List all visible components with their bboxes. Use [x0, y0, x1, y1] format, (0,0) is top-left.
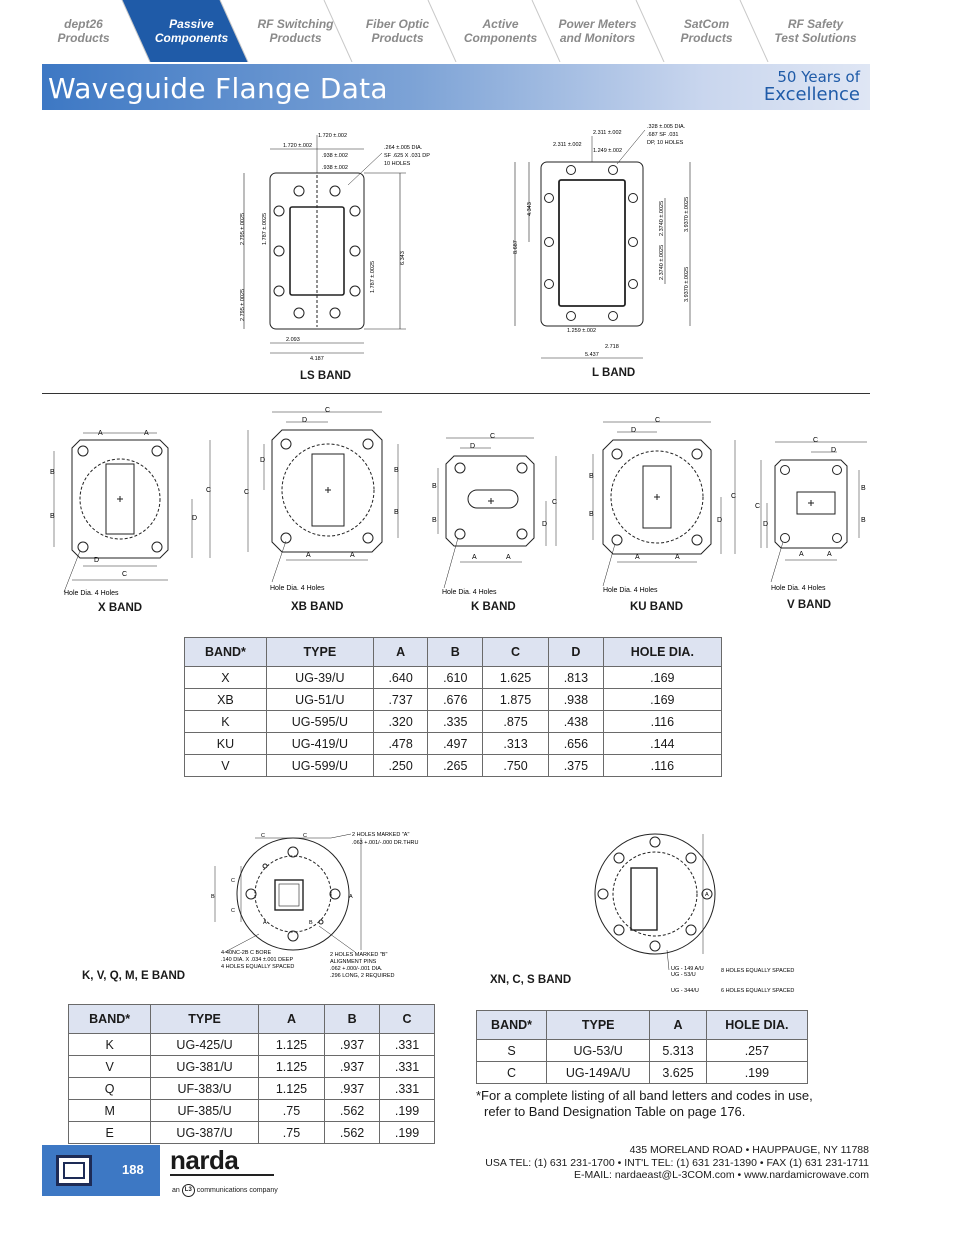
cell: UF-383/U [151, 1078, 259, 1100]
v-label-c2: C [755, 503, 761, 510]
table-header-row [185, 638, 722, 667]
xb-label-a2: A [350, 552, 355, 559]
table-row [185, 711, 722, 733]
tab-dept26-products[interactable]: dept26 Products [57, 17, 110, 45]
table-row [69, 1034, 435, 1056]
ls-dim-10: 2.093 [286, 337, 300, 343]
cell: .640 [373, 667, 428, 689]
ku-band-drawing [585, 412, 750, 598]
cell: UG-39/U [266, 667, 373, 689]
tab-active-components[interactable]: Active Components [463, 17, 538, 45]
cell: .656 [549, 733, 604, 755]
ls-dim-2: 1.720 ±.002 [283, 143, 313, 149]
v-hole-note: Hole Dia. 4 Holes [771, 585, 826, 592]
k-label-a1: A [472, 554, 477, 561]
l-dim-4: 4.343 [527, 202, 533, 216]
cell: .331 [380, 1078, 435, 1100]
x-hole-note: Hole Dia. 4 Holes [64, 590, 119, 597]
col-header: B [325, 1005, 380, 1034]
table-row [69, 1056, 435, 1078]
cell: .169 [603, 667, 721, 689]
company-tagline [172, 1184, 278, 1197]
xb-label-b2: B [394, 509, 399, 516]
v-label-a1: A [799, 551, 804, 558]
ls-dim-7: 1.787 ±.0025 [262, 212, 268, 245]
cell: .676 [428, 689, 483, 711]
cell: .438 [549, 711, 604, 733]
k-label-c: C [490, 433, 496, 440]
kv-note-3b: ALIGNMENT PINS [330, 959, 377, 965]
cell: 3.625 [650, 1062, 706, 1084]
col-header: TYPE [266, 638, 373, 667]
ls-dim-9: 6.343 [400, 251, 406, 265]
xncs-note-1b: UG - 53/U [671, 972, 696, 978]
tab-satcom-products[interactable]: SatCom Products [680, 17, 733, 45]
cell: 1.125 [258, 1078, 324, 1100]
flange-table-2 [68, 1004, 435, 1144]
kv-note-1: 2 HOLES MARKED "A" [352, 832, 410, 838]
ku-band-label: KU BAND [630, 601, 684, 613]
cell: UG-599/U [266, 755, 373, 777]
cell: KU [185, 733, 267, 755]
x-label-d2: D [94, 557, 100, 564]
l-dim-7: 3.9370 ±.0025 [684, 196, 690, 232]
kv-note-1b: .063 +.001/-.000 DR.THRU [352, 840, 419, 846]
x-band-drawing [42, 418, 220, 598]
cell: C [477, 1062, 547, 1084]
l-band-drawing [505, 120, 735, 368]
table-row [477, 1040, 808, 1062]
ku-label-d2: D [717, 517, 723, 524]
col-header: B [428, 638, 483, 667]
ls-dim-3: .938 ±.002 [322, 153, 348, 159]
cell: 5.313 [650, 1040, 706, 1062]
cell: .116 [603, 755, 721, 777]
table-row [69, 1122, 435, 1144]
ls-band-label: LS BAND [300, 370, 352, 382]
xb-label-a1: A [306, 552, 311, 559]
v-band-label: V BAND [787, 599, 832, 611]
xb-label-b1: B [394, 467, 399, 474]
l-band-label: L BAND [592, 367, 636, 379]
l-dim-9: 3.9370 ±.0025 [684, 266, 690, 302]
l-dim-12: 5.437 [585, 352, 599, 358]
note-line-2: refer to Band Designation Table on page 176. [484, 1104, 746, 1119]
kv-label-b: B [211, 894, 215, 900]
narda-logo: narda [170, 1146, 274, 1176]
tagline-prefix: an [172, 1187, 180, 1194]
cell: .75 [258, 1122, 324, 1144]
cell: .313 [483, 733, 549, 755]
cell: .938 [549, 689, 604, 711]
cell: UG-425/U [151, 1034, 259, 1056]
xb-band-drawing [228, 402, 428, 594]
cell: UG-387/U [151, 1122, 259, 1144]
cell: 1.875 [483, 689, 549, 711]
cell: .937 [325, 1034, 380, 1056]
xncs-band-label: XN, C, S BAND [490, 974, 572, 986]
cell: UG-419/U [266, 733, 373, 755]
cell: .875 [483, 711, 549, 733]
waveguide-icon [56, 1155, 92, 1186]
cell: X [185, 667, 267, 689]
cell: .562 [325, 1122, 380, 1144]
cell: .750 [483, 755, 549, 777]
cell: .199 [380, 1122, 435, 1144]
footer-email: E-MAIL: nardaeast@L-3COM.com • www.nardamicrowave.com [573, 1169, 869, 1181]
x-label-c: C [206, 487, 212, 494]
cell: .610 [428, 667, 483, 689]
cell: UF-385/U [151, 1100, 259, 1122]
kv-note-2b: .140 DIA. X .034 ±.001 DEEP [221, 957, 294, 963]
v-label-d2: D [763, 521, 769, 528]
tab-rf-switching-products[interactable]: RF Switching Products [257, 17, 334, 45]
x-label-c2: C [122, 571, 128, 578]
cell: .375 [549, 755, 604, 777]
footer-page-box [42, 1145, 160, 1196]
page-number: 188 [122, 1162, 144, 1177]
xncs-note-2c: 6 HOLES EQUALLY SPACED [721, 988, 795, 994]
tab-rf-safety[interactable]: RF Safety Test Solutions [774, 17, 857, 45]
x-label-a2: A [144, 430, 149, 437]
v-band-drawing [755, 430, 873, 595]
k-label-d: D [470, 443, 476, 450]
kvqme-band-drawing [195, 826, 435, 986]
cell: .497 [428, 733, 483, 755]
cell: .116 [603, 711, 721, 733]
cell: 1.125 [258, 1034, 324, 1056]
col-header: A [373, 638, 428, 667]
k-label-b1: B [432, 483, 437, 490]
ku-label-a2: A [675, 554, 680, 561]
l-dim-10: 1.259 ±.002 [567, 328, 597, 334]
table-row [69, 1100, 435, 1122]
page-title: Waveguide Flange Data [48, 72, 388, 105]
kv-label-c1: C [261, 833, 265, 839]
cell: .937 [325, 1056, 380, 1078]
cell: 1.125 [258, 1056, 324, 1078]
cell: .199 [380, 1100, 435, 1122]
xncs-note-2a: UG - 344/U [671, 988, 699, 994]
xb-label-d2: D [260, 457, 266, 464]
xb-band-label: XB BAND [291, 601, 344, 613]
cell: UG-53/U [547, 1040, 650, 1062]
anniversary-badge [764, 68, 860, 105]
cell: .320 [373, 711, 428, 733]
kv-label-c3: C [231, 878, 235, 884]
cell: .737 [373, 689, 428, 711]
ls-note-2: SF .625 X .031 DP [384, 153, 430, 159]
cell: .75 [258, 1100, 324, 1122]
l-dim-1: 2.311 ±.002 [593, 130, 622, 136]
l3-logo-icon: L3 [182, 1184, 195, 1197]
l-dim-3: 1.249 ±.002 [593, 148, 623, 154]
v-label-d: D [831, 447, 837, 454]
years-line-1: 50 Years of [777, 68, 860, 86]
ls-note-3: 10 HOLES [384, 161, 411, 167]
k-label-a2: A [506, 554, 511, 561]
ls-dim-1: 1.720 ±.002 [318, 133, 348, 139]
x-label-d: D [192, 515, 198, 522]
col-header: BAND* [69, 1005, 151, 1034]
cell: Q [69, 1078, 151, 1100]
l-dim-2: 2.311 ±.002 [553, 142, 582, 148]
x-label-a1: A [98, 430, 103, 437]
title-bar [42, 64, 870, 110]
k-hole-note: Hole Dia. 4 Holes [442, 589, 497, 596]
cell: .478 [373, 733, 428, 755]
kv-note-2: 4-40NC-2B C BORE [221, 950, 272, 956]
tab-passive-components[interactable]: Passive Components [154, 17, 229, 45]
kv-label-a: A [349, 894, 353, 900]
ku-hole-note: Hole Dia. 4 Holes [603, 587, 658, 594]
ku-label-d: D [631, 427, 637, 434]
tab-power-meters[interactable]: Power Meters and Monitors [558, 17, 637, 45]
l-dim-6: 2.3740 ±.0025 [659, 200, 665, 236]
flange-table-1 [184, 637, 722, 777]
note-line-1: *For a complete listing of all band letters and codes in use, [476, 1088, 813, 1103]
col-header: C [483, 638, 549, 667]
l-dim-11: 2.718 [605, 344, 619, 350]
xncs-band-drawing [585, 824, 815, 996]
table-row [185, 755, 722, 777]
cell: UG-595/U [266, 711, 373, 733]
cell: .257 [706, 1040, 807, 1062]
cell: .331 [380, 1056, 435, 1078]
kv-label-c4: C [231, 908, 235, 914]
kv-label-c2: C [303, 833, 307, 839]
xncs-note-1a: UG - 149 A/U [671, 966, 704, 972]
cell: .335 [428, 711, 483, 733]
v-label-b2: B [861, 517, 866, 524]
table-row [69, 1078, 435, 1100]
col-header: TYPE [547, 1011, 650, 1040]
ku-label-b1: B [589, 473, 594, 480]
ls-dim-8: 1.787 ±.0025 [370, 260, 376, 293]
l-note-3: DP, 10 HOLES [647, 140, 684, 146]
kv-label-a2: A [263, 920, 267, 926]
cell: K [185, 711, 267, 733]
xb-hole-note: Hole Dia. 4 Holes [270, 585, 325, 592]
tagline-suffix: communications company [196, 1187, 278, 1194]
kv-label-b2: B [309, 920, 313, 926]
cell: K [69, 1034, 151, 1056]
cell: M [69, 1100, 151, 1122]
col-header: A [258, 1005, 324, 1034]
cell: .937 [325, 1078, 380, 1100]
ku-label-a1: A [635, 554, 640, 561]
cell: UG-51/U [266, 689, 373, 711]
tab-fiber-optic-products[interactable]: Fiber Optic Products [365, 17, 430, 45]
cell: V [69, 1056, 151, 1078]
cell: .144 [603, 733, 721, 755]
cell: UG-381/U [151, 1056, 259, 1078]
col-header: D [549, 638, 604, 667]
band-designation-note [476, 1088, 861, 1120]
l-note-2: .687 SF .031 [647, 132, 679, 138]
v-label-a2: A [827, 551, 832, 558]
k-label-b2: B [432, 517, 437, 524]
footer-address: 435 MORELAND ROAD • HAUPPAUGE, NY 11788 [629, 1144, 869, 1156]
section-divider [42, 393, 870, 394]
kv-note-2c: 4 HOLES EQUALLY SPACED [221, 964, 295, 970]
cell: E [69, 1122, 151, 1144]
xb-label-c2: C [244, 489, 250, 496]
ls-note-1: .264 ±.005 DIA. [384, 145, 423, 151]
xncs-label-a: A [705, 892, 709, 898]
cell: 1.625 [483, 667, 549, 689]
cell: .562 [325, 1100, 380, 1122]
xb-label-c: C [325, 407, 331, 414]
xncs-note-1c: 8 HOLES EQUALLY SPACED [721, 968, 795, 974]
ls-dim-11: 4.187 [310, 356, 324, 362]
kv-note-3c: .062 +.000/-.001 DIA. [330, 966, 383, 972]
col-header: TYPE [151, 1005, 259, 1034]
kv-note-3d: .296 LONG, 2 REQUIRED [330, 973, 395, 979]
cell: .265 [428, 755, 483, 777]
ku-label-b2: B [589, 511, 594, 518]
cell: XB [185, 689, 267, 711]
kv-note-3: 2 HOLES MARKED "B" [330, 952, 388, 958]
col-header: BAND* [477, 1011, 547, 1040]
cell: .250 [373, 755, 428, 777]
cell: .169 [603, 689, 721, 711]
table-row [185, 667, 722, 689]
k-band-drawing [428, 428, 578, 600]
k-label-d2: D [542, 521, 548, 528]
cell: V [185, 755, 267, 777]
col-header: HOLE DIA. [603, 638, 721, 667]
years-line-2: Excellence [763, 84, 860, 105]
l-dim-8: 2.3740 ±.0025 [659, 244, 665, 280]
top-navigation [42, 0, 870, 62]
col-header: HOLE DIA. [706, 1011, 807, 1040]
l-dim-5: 8.687 [513, 240, 519, 254]
v-label-b1: B [861, 485, 866, 492]
table-row [185, 733, 722, 755]
ls-dim-5: 2.795 ±.0025 [240, 212, 246, 245]
cell: UG-149A/U [547, 1062, 650, 1084]
table-header-row [69, 1005, 435, 1034]
xb-label-d: D [302, 417, 308, 424]
col-header: A [650, 1011, 706, 1040]
k-band-label: K BAND [471, 601, 516, 613]
cell: .331 [380, 1034, 435, 1056]
footer-phones: USA TEL: (1) 631 231-1700 • INT'L TEL: (1) 631 231-1390 • FAX (1) 631 231-1711 [485, 1156, 869, 1169]
l-note-1: .328 ±.005 DIA. [647, 124, 686, 130]
x-band-label: X BAND [98, 602, 143, 614]
flange-table-3 [476, 1010, 808, 1084]
col-header: BAND* [185, 638, 267, 667]
ls-dim-6: 2.795 ±.0025 [240, 288, 246, 321]
cell: .199 [706, 1062, 807, 1084]
k-label-c2: C [552, 499, 558, 506]
ku-label-c2: C [731, 493, 737, 500]
footer-contact [485, 1144, 869, 1182]
x-label-b1: B [50, 469, 55, 476]
kvqme-band-label: K, V, Q, M, E BAND [82, 970, 186, 982]
col-header: C [380, 1005, 435, 1034]
ls-band-drawing [230, 125, 450, 365]
cell: .813 [549, 667, 604, 689]
cell: S [477, 1040, 547, 1062]
ku-label-c: C [655, 417, 661, 424]
x-label-b2: B [50, 513, 55, 520]
table-header-row [477, 1011, 808, 1040]
v-label-c: C [813, 437, 819, 444]
ls-dim-4: .938 ±.002 [322, 165, 348, 171]
table-row [477, 1062, 808, 1084]
table-row [185, 689, 722, 711]
